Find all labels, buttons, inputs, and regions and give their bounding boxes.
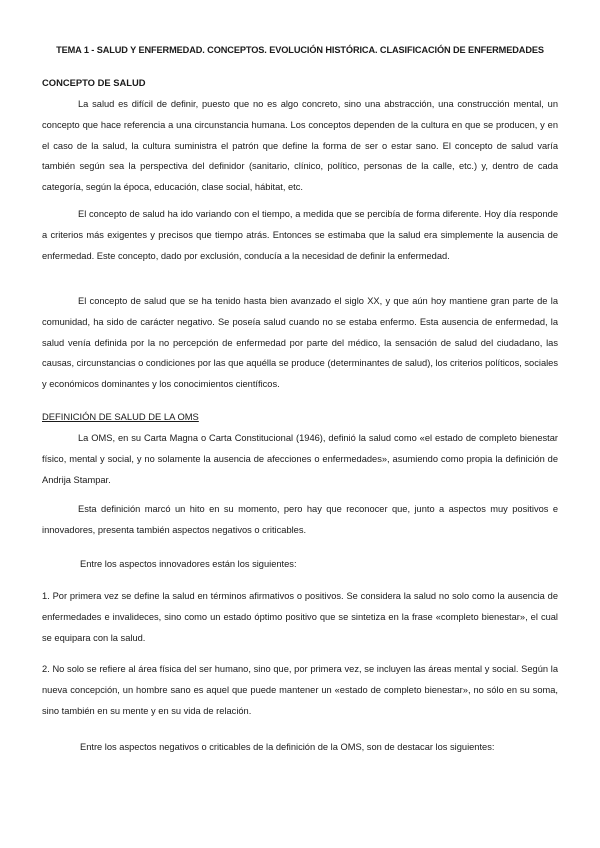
section-heading-concepto-salud: CONCEPTO DE SALUD — [42, 77, 146, 88]
section-heading-definicion-oms: DEFINICIÓN DE SALUD DE LA OMS — [42, 411, 199, 422]
paragraph: La salud es difícil de definir, puesto que no es algo concreto, sino una abstracción, una construcción mental, un concepto que hace referencia a una circunstancia humana. Los conceptos dependen de la cultura en que se producen, y en el caso de la salud, la cultura suministra el patrón que define la forma de ser o estar sano. El concepto de salud varía también según sea la perspectiva del definidor (sanitario, clínico, político, personas de la calle, etc.) y, dentro de cada categoría, según la época, educación, clase social, hábitat, etc. — [42, 99, 558, 193]
paragraph: La OMS, en su Carta Magna o Carta Constitucional (1946), definió la salud como «el estado de completo bienestar físico, mental y social, y no solamente la ausencia de afecciones o enfermedades», asumiendo como propia la definición de Andrija Stampar. — [42, 433, 558, 485]
list-item: 1. Por primera vez se define la salud en términos afirmativos o positivos. Se considera la salud no solo como la ausencia de enfermedades e invalideces, sino como un estado óptimo positivo que se sintetiza en la frase «completo bienestar», el cual se equipara con la salud. — [42, 591, 558, 643]
list-item: 2. No solo se refiere al área física del ser humano, sino que, por primera vez, se incluyen las áreas mental y social. Según la nueva concepción, un hombre sano es aquel que puede mantener un «estado de completo bienestar», no sólo en su soma, sino también en su mente y en su vida de relación. — [42, 664, 558, 716]
paragraph: Esta definición marcó un hito en su momento, pero hay que reconocer que, junto a aspectos muy positivos e innovadores, presenta también aspectos negativos o criticables. — [42, 504, 558, 535]
paragraph: El concepto de salud que se ha tenido hasta bien avanzado el siglo XX, y que aún hoy mantiene gran parte de la comunidad, ha sido de carácter negativo. Se poseía salud cuando no se estaba enfermo. Esta ausencia de enfermedad, la salud venía definida por la no percepción de enfermedad por parte del médico, la sensación de salud del ciudadano, las causas, circunstancias o condiciones por las que aquélla se produce (determinantes de salud), los criterios políticos, sociales y económicos dominantes y los conocimientos científicos. — [42, 296, 558, 390]
paragraph: Entre los aspectos negativos o criticables de la definición de la OMS, son de destacar los siguientes: — [80, 742, 495, 752]
document-title: TEMA 1 - SALUD Y ENFERMEDAD. CONCEPTOS. EVOLUCIÓN HISTÓRICA. CLASIFICACIÓN DE ENFERMEDADES — [56, 45, 544, 55]
paragraph: Entre los aspectos innovadores están los siguientes: — [80, 559, 297, 569]
paragraph: El concepto de salud ha ido variando con el tiempo, a medida que se percibía de forma diferente. Hoy día responde a criterios más exigentes y precisos que tiempo atrás. Entonces se estimaba que la salud era simplemente la ausencia de enfermedad. Este concepto, dado por exclusión, conducía a la necesidad de definir la enfermedad. — [42, 209, 558, 261]
